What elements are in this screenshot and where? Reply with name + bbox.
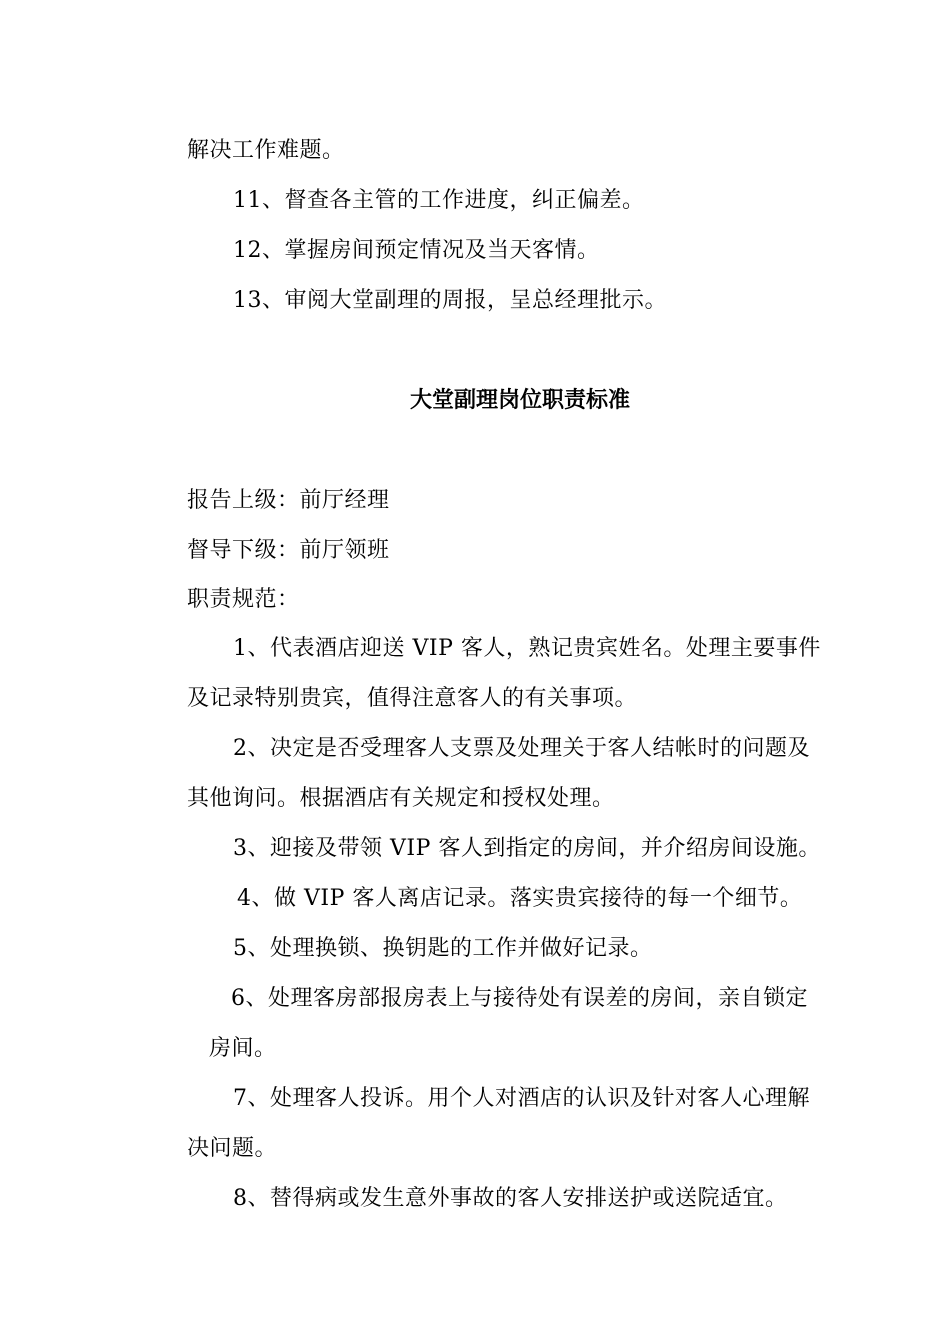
report-to-line: 报告上级：前厅经理 [187,488,390,513]
duty-7-line-2: 决问题。 [187,1136,278,1161]
list-item-13: 13、审阅大堂副理的周报，呈总经理批示。 [233,288,667,313]
continued-text: 解决工作难题。 [187,138,345,163]
section-title: 大堂副理岗位职责标准 [409,388,630,413]
duty-6-line-2: 房间。 [209,1036,277,1061]
duty-6-line-1: 6、处理客房部报房表上与接待处有误差的房间，亲自锁定 [231,986,808,1011]
duty-1-line-1: 1、代表酒店迎送 VIP 客人，熟记贵宾姓名。处理主要事件 [233,636,821,661]
list-item-12: 12、掌握房间预定情况及当天客情。 [233,238,600,263]
duty-5: 5、处理换锁、换钥匙的工作并做好记录。 [233,936,653,961]
list-item-11: 11、督查各主管的工作进度，纠正偏差。 [233,188,645,213]
duty-1-line-2: 及记录特别贵宾，值得注意客人的有关事项。 [187,686,638,711]
duty-3: 3、迎接及带领 VIP 客人到指定的房间，并介绍房间设施。 [233,836,821,861]
duties-heading: 职责规范： [187,587,300,612]
duty-2-line-1: 2、决定是否受理客人支票及处理关于客人结帐时的问题及 [233,736,810,761]
duty-4: 4、做 VIP 客人离店记录。落实贵宾接待的每一个细节。 [237,886,803,911]
duty-7-line-1: 7、处理客人投诉。用个人对酒店的认识及针对客人心理解 [233,1086,810,1111]
duty-2-line-2: 其他询问。根据酒店有关规定和授权处理。 [187,786,615,811]
supervise-line: 督导下级：前厅领班 [187,538,390,563]
duty-8: 8、替得病或发生意外事故的客人安排送护或送院适宜。 [233,1186,788,1211]
